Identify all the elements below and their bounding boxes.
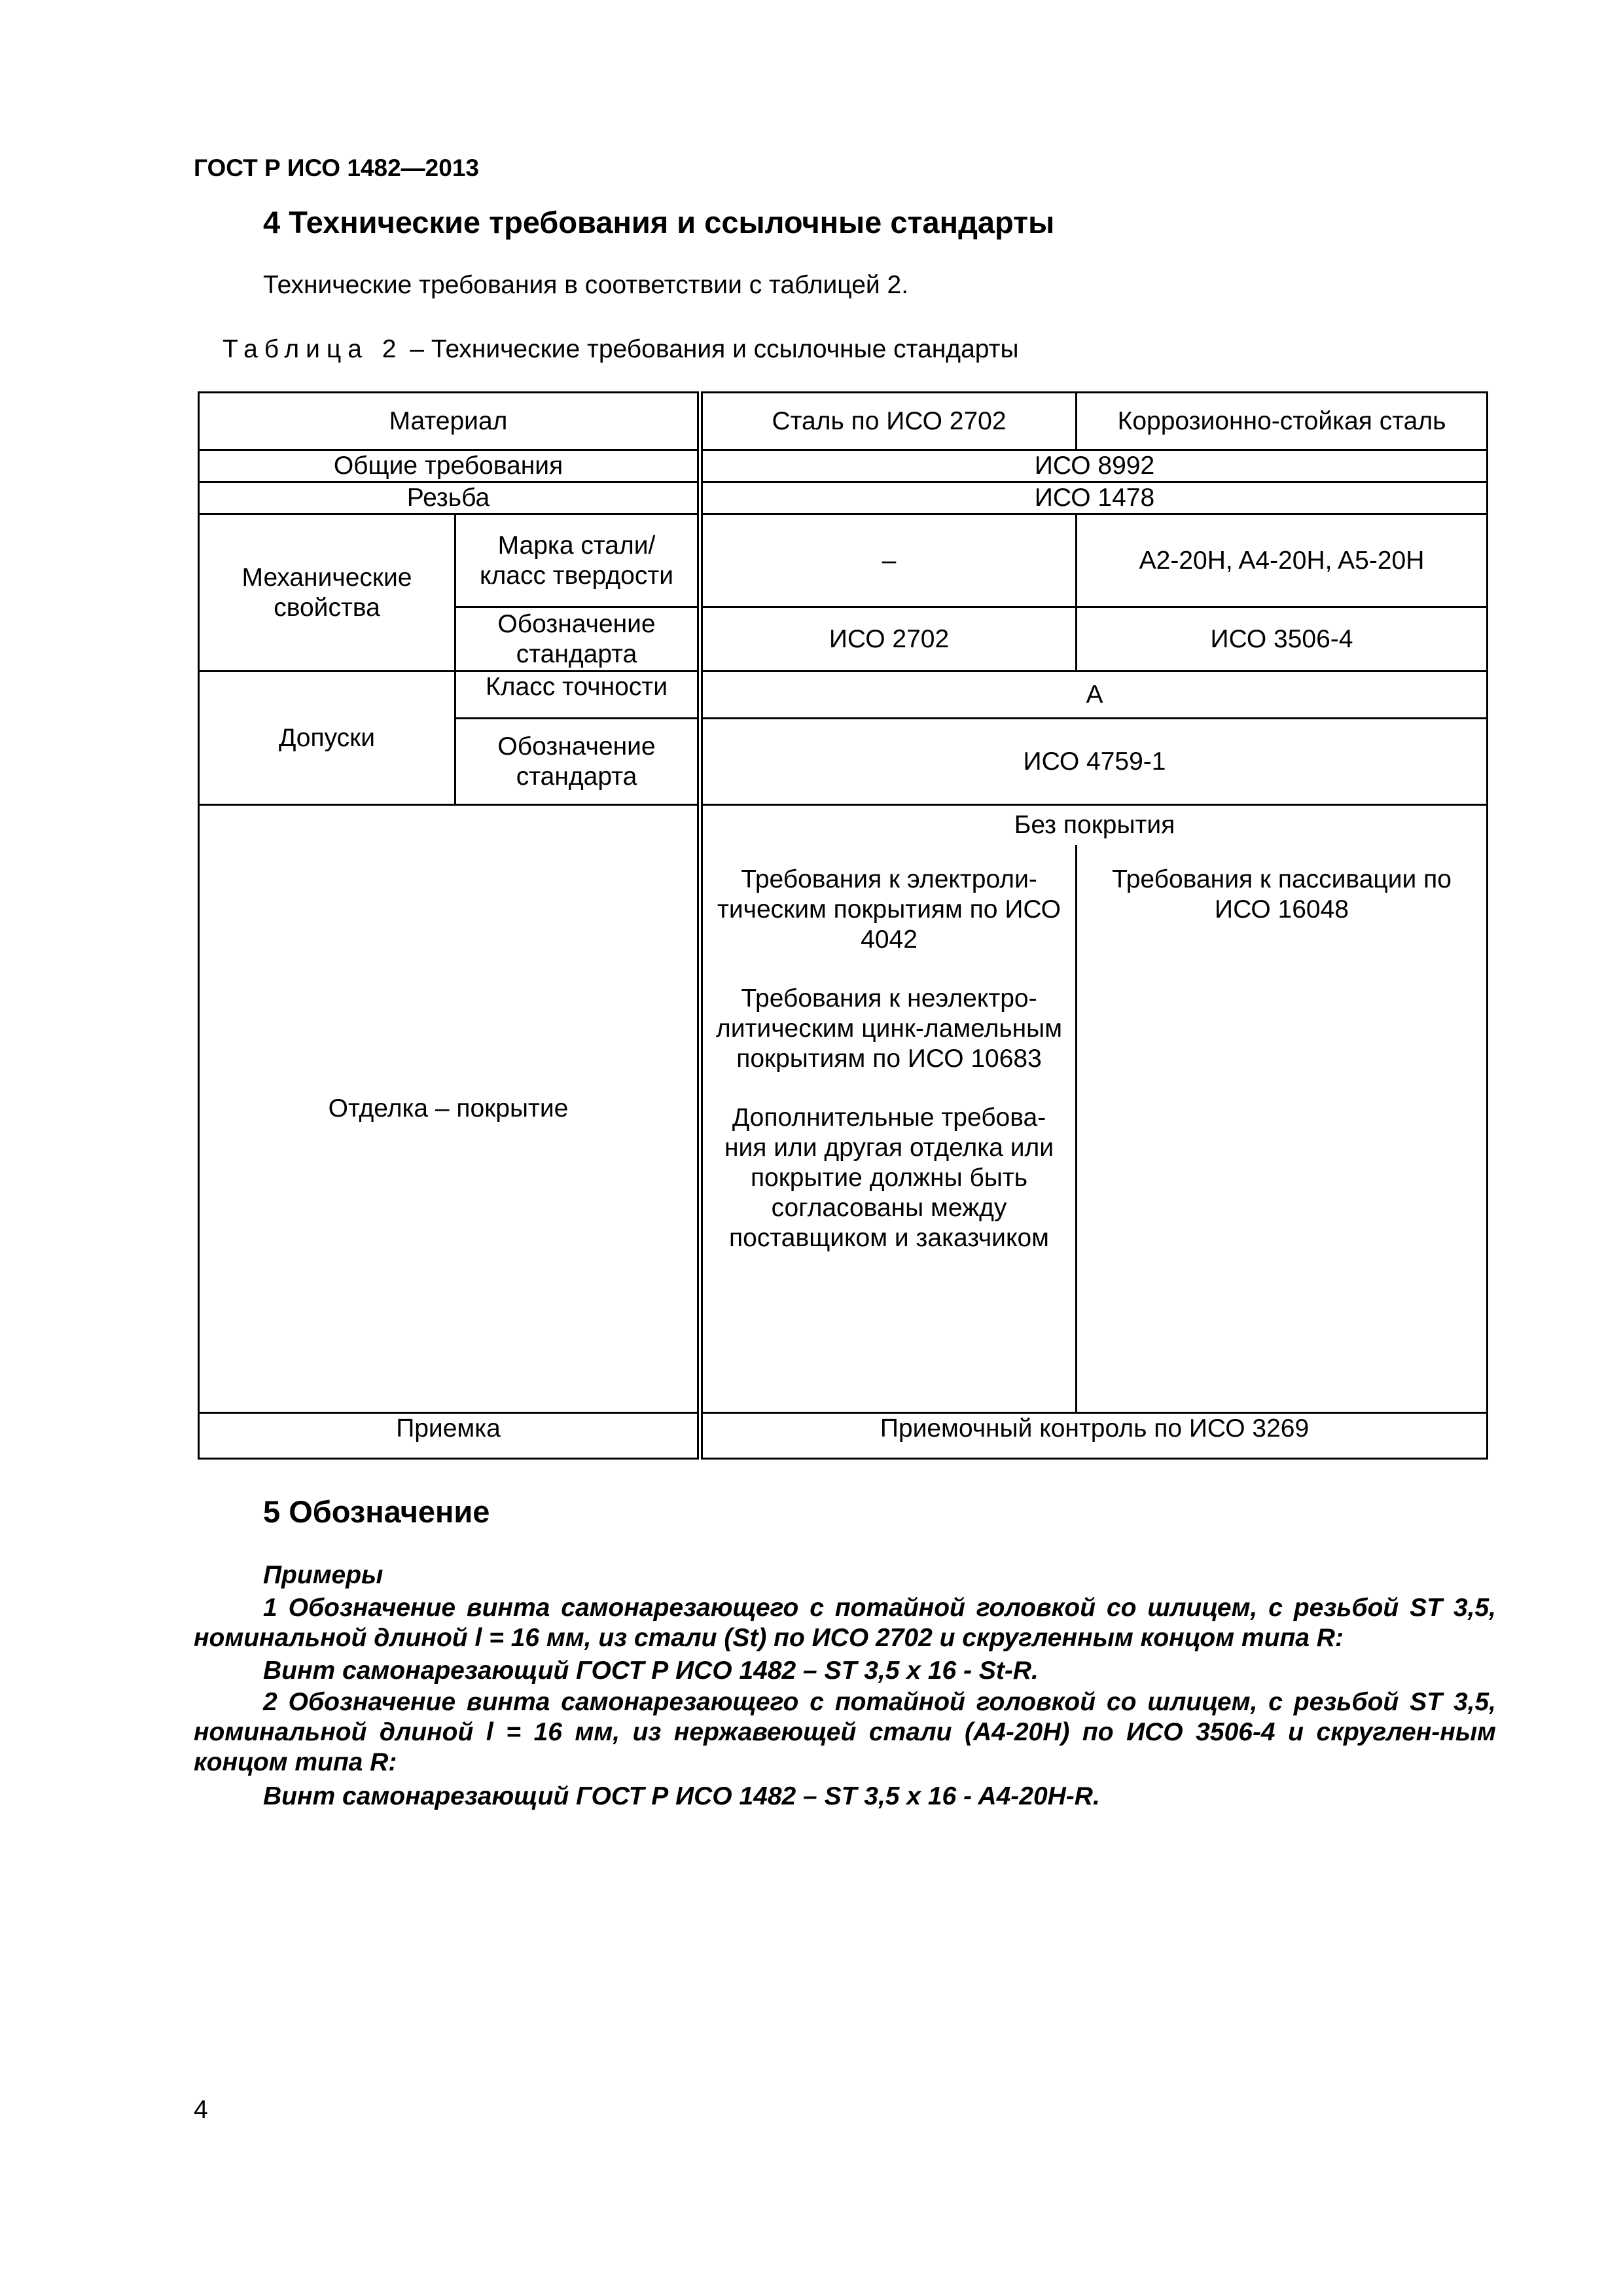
header-steel: Сталь по ИСО 2702: [700, 393, 1077, 450]
accuracy-class-value: A: [700, 672, 1488, 719]
acceptance-value: Приемочный контроль по ИСО 3269: [700, 1413, 1488, 1459]
example-1-designation: Винт самонарезающий ГОСТ Р ИСО 1482 – ST 3,5 x 16 - St-R.: [263, 1657, 1039, 1685]
grade-label: Марка стали/ класс твердости: [455, 514, 700, 607]
finish-steel-additional: Дополнительные требова-ния или другая отделка или покрытие должны быть согласованы между поставщиком и заказчиком: [724, 1103, 1054, 1252]
table-caption-text: – Технические требования и ссылочные стандарты: [402, 335, 1019, 363]
finish-cell: [700, 805, 1488, 1413]
thread-value: ИСО 1478: [700, 482, 1488, 514]
document-code-header: ГОСТ Р ИСО 1482—2013: [194, 154, 479, 181]
table-caption-label: Таблица 2: [223, 335, 403, 363]
acceptance-label: Приемка: [199, 1413, 700, 1459]
finish-stainless: [1077, 845, 1486, 1412]
uncoated-label: Без покрытия: [1014, 811, 1175, 839]
general-value: ИСО 8992: [700, 450, 1488, 482]
thread-label: Резьба: [199, 482, 700, 514]
header-stainless: Коррозионно-стойкая сталь: [1077, 393, 1488, 450]
mechanical-label: Механические свойства: [199, 514, 455, 672]
mech-std-label: Обозначение стандарта: [455, 607, 700, 672]
page-number: 4: [194, 2096, 208, 2124]
accuracy-class-label: Класс точности: [455, 672, 700, 719]
header-material: Материал: [199, 393, 700, 450]
examples-label: Примеры: [263, 1561, 383, 1589]
grade-steel: –: [700, 514, 1077, 607]
section-4-title: 4 Технические требования и ссылочные стандарты: [263, 205, 1055, 240]
example-2-designation: Винт самонарезающий ГОСТ Р ИСО 1482 – ST 3,5 x 16 - A4-20H-R.: [263, 1782, 1100, 1810]
general-label: Общие требования: [199, 450, 700, 482]
section-4-text: Технические требования в соответствии с таблицей 2.: [263, 271, 909, 299]
section-5-title: 5 Обозначение: [263, 1494, 490, 1529]
tol-std-label: Обозначение стандарта: [455, 719, 700, 805]
finish-steel: [703, 845, 1077, 1412]
mech-std-steel: ИСО 2702: [700, 607, 1077, 672]
mech-std-stainless: ИСО 3506-4: [1077, 607, 1488, 672]
tolerances-label: Допуски: [199, 672, 455, 805]
finish-steel-zinc-flake: Требования к неэлектро-литическим цинк-ламельным покрытиям по ИСО 10683: [716, 984, 1063, 1073]
tol-std-value: ИСО 4759-1: [700, 719, 1488, 805]
table-caption: [223, 335, 1018, 364]
grade-stainless: A2-20H, A4-20H, A5-20H: [1077, 514, 1488, 607]
example-2-description: 2 Обозначение винта самонарезающего с потайной головкой со шлицем, с резьбой ST 3,5, номинальной длиной l = 16 мм, из нержавеющей стали (A4-20H) по ИСО 3506-4 и скруглен-ным концом типа R:: [194, 1688, 1496, 1776]
finish-stainless-passivation: Требования к пассивации по ИСО 16048: [1112, 865, 1452, 924]
example-1-description: 1 Обозначение винта самонарезающего с потайной головкой со шлицем, с резьбой ST 3,5, номинальной длиной l = 16 мм, из стали (St) по ИСО 2702 и скругленным концом типа R:: [194, 1594, 1496, 1652]
finish-label: Отделка – покрытие: [199, 805, 700, 1413]
finish-steel-electrolytic: Требования к электроли-тическим покрытиям по ИСО 4042: [717, 865, 1061, 954]
requirements-table: [198, 391, 1488, 1460]
